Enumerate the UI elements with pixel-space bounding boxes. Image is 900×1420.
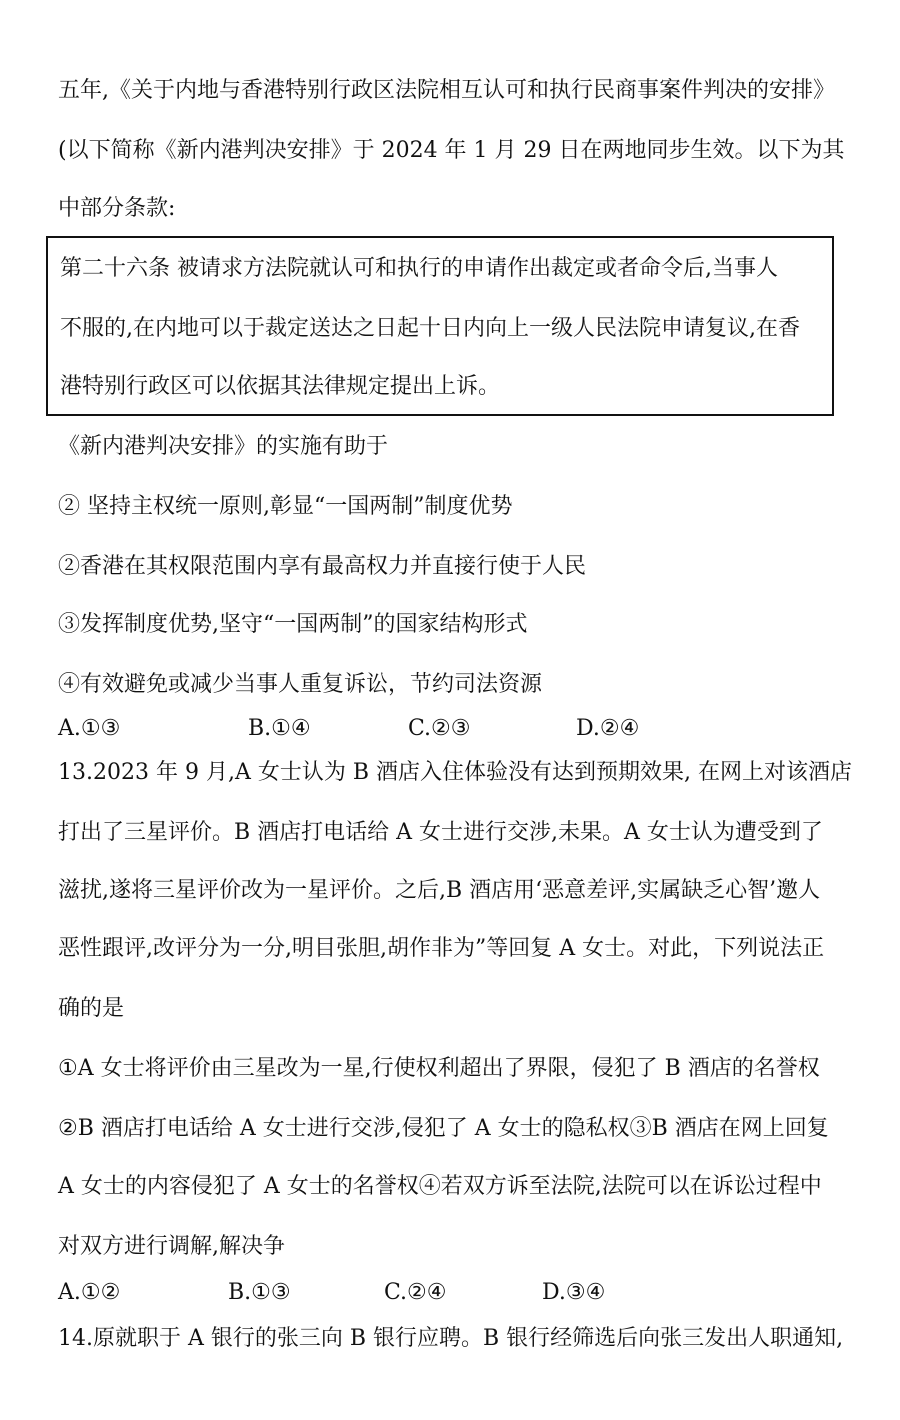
q13-line-1: 13.2023 年 9 月,A 女士认为 B 酒店入住体验没有达到预期效果, 在网上对该酒店 xyxy=(58,760,852,785)
article-line-2: 不服的,在内地可以于裁定送达之日起十日内向上一级人民法院申请复议,在香 xyxy=(60,316,800,341)
q13-option-b: B.①③ xyxy=(228,1280,291,1305)
q13-option-a: A.①② xyxy=(58,1280,121,1305)
q12-option-b: B.①④ xyxy=(248,716,311,741)
q13-line-2: 打出了三星评价。B 酒店打电话给 A 女士进行交涉,未果。A 女士认为遭受到了 xyxy=(58,820,823,845)
q12-statement-4: ④有效避免或减少当事人重复诉讼，节约司法资源 xyxy=(58,672,543,697)
q13-statement-2: ②B 酒店打电话给 A 女士进行交涉,侵犯了 A 女士的隐私权③B 酒店在网上回复 xyxy=(58,1116,829,1141)
article-line-3: 港特别行政区可以依据其法律规定提出上诉。 xyxy=(60,374,501,399)
q12-question: 《新内港判决安排》的实施有助于 xyxy=(58,434,389,459)
q12-intro-line-2: (以下简称《新内港判决安排》于 2024 年 1 月 29 日在两地同步生效。以下为其 xyxy=(58,138,845,163)
q13-option-d: D.③④ xyxy=(542,1280,606,1305)
q13-line-3: 滋扰,遂将三星评价改为一星评价。之后,B 酒店用‘恶意差评,实属缺乏心智’邀人 xyxy=(58,878,821,903)
q13-statement-3: A 女士的内容侵犯了 A 女士的名誉权④若双方诉至法院,法院可以在诉讼过程中 xyxy=(58,1174,822,1199)
q13-statement-4: 对双方进行调解,解决争 xyxy=(58,1234,285,1259)
q12-option-a: A.①③ xyxy=(58,716,121,741)
q12-statement-2: ②香港在其权限范围内享有最高权力并直接行使于人民 xyxy=(58,554,587,579)
q12-intro-line-1: 五年,《关于内地与香港特别行政区法院相互认可和执行民商事案件判决的安排》 xyxy=(58,78,835,103)
q13-statement-1: ①A 女士将评价由三星改为一星,行使权利超出了界限，侵犯了 B 酒店的名誉权 xyxy=(58,1056,820,1081)
q12-statement-3: ③发挥制度优势,坚守“一国两制”的国家结构形式 xyxy=(58,612,528,637)
q12-intro-line-3: 中部分条款: xyxy=(58,196,176,221)
q13-line-4: 恶性跟评,改评分为一分,明目张胆,胡作非为”等回复 A 女士。对此，下列说法正 xyxy=(58,936,825,961)
q12-option-c: C.②③ xyxy=(408,716,471,741)
q12-option-d: D.②④ xyxy=(576,716,640,741)
q12-statement-1: ② 坚持主权统一原则,彰显“一国两制”制度优势 xyxy=(58,494,513,519)
article-line-1: 第二十六条 被请求方法院就认可和执行的申请作出裁定或者命令后,当事人 xyxy=(60,256,778,281)
q14-line-1: 14.原就职于 A 银行的张三向 B 银行应聘。B 银行经筛选后向张三发出人职通知, xyxy=(58,1326,844,1351)
q13-option-c: C.②④ xyxy=(384,1280,447,1305)
q13-line-5: 确的是 xyxy=(58,996,125,1021)
